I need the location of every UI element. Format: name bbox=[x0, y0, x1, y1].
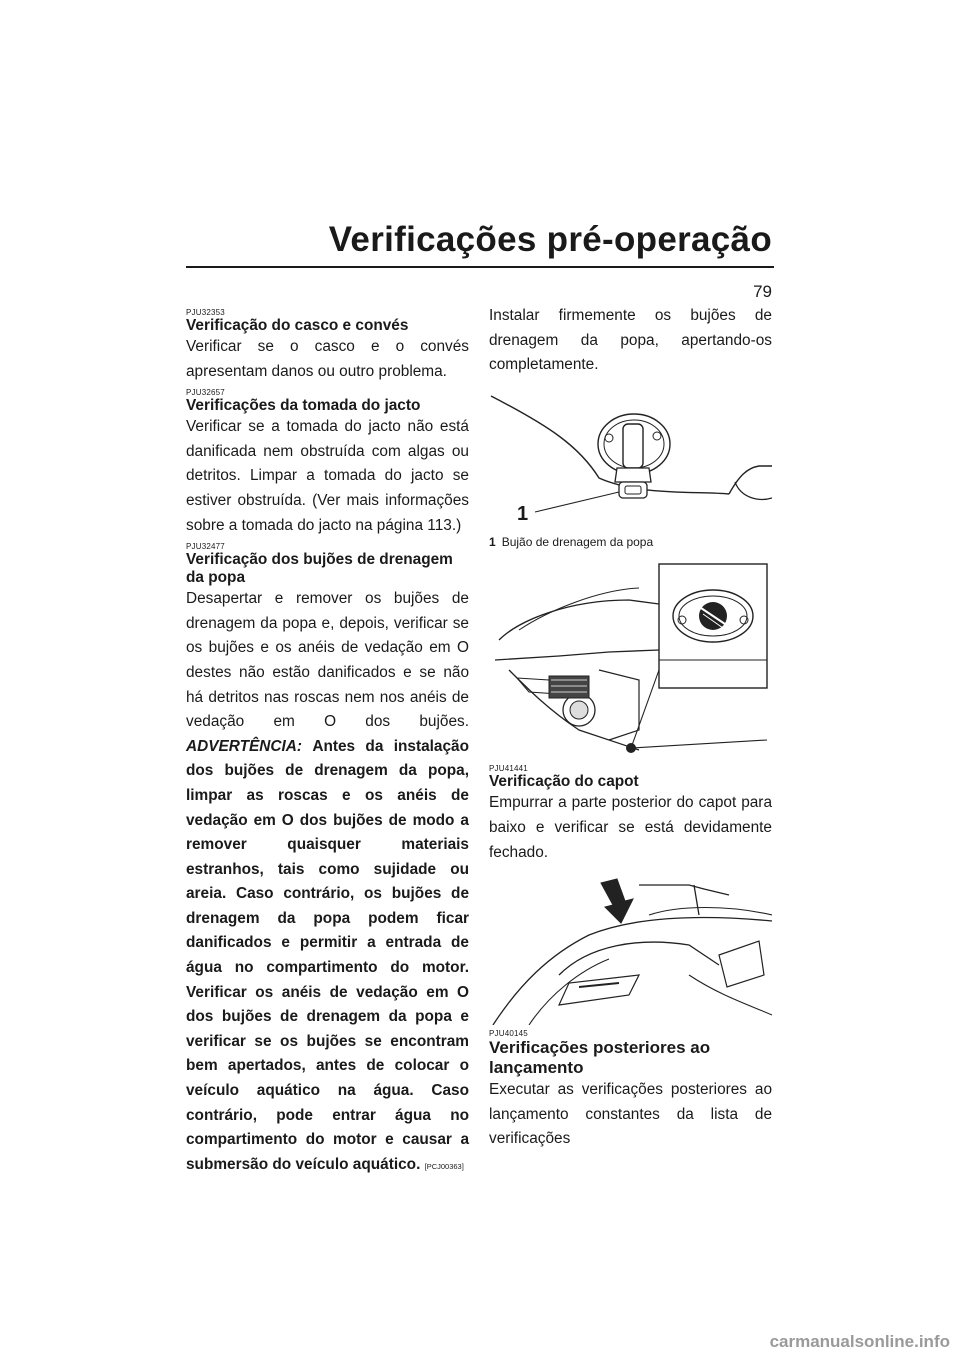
section-hood bbox=[489, 764, 772, 865]
section-hull-deck bbox=[186, 308, 469, 384]
hood-illustration bbox=[489, 875, 772, 1025]
warning-reference-code: [PCJ00363] bbox=[424, 1161, 464, 1171]
title-rule bbox=[186, 266, 774, 268]
section-jet-intake bbox=[186, 388, 469, 538]
section-post-launch bbox=[489, 1029, 772, 1152]
caption-text: Bujão de drenagem da popa bbox=[501, 534, 654, 549]
figure-hood bbox=[489, 875, 772, 1025]
section-code: PJU41441 bbox=[489, 764, 528, 774]
section-body: Verificar se o casco e o convés apresentam danos ou outro problema. bbox=[186, 338, 469, 380]
install-drain-plugs-text: Instalar firmemente os bujões de drenagem da popa, apertando-os completamente. bbox=[489, 307, 772, 374]
section-heading: Verificações posteriores ao lançamento bbox=[489, 1038, 711, 1078]
figure-callout-number: 1 bbox=[517, 502, 529, 525]
section-body bbox=[186, 587, 469, 1179]
figure-caption bbox=[489, 530, 772, 555]
section-drain-plugs bbox=[186, 542, 469, 1179]
warning-text: Antes da instalação dos bujões de drenagem da popa, limpar as roscas e os anéis de vedação em O dos bujões de modo a remover quaisquer materiais estranhos, tais como sujidade ou areia. Caso contrário, os bujões de drenagem da popa podem ficar danificados e permitir a entrada de água no compartimento do motor. Verificar os anéis de vedação em O dos bujões de drenagem da popa e verificar se os bujões se encontram bem apertados, antes de colocar o veículo aquático na água. Caso contrário, pode entrar água no compartimento do motor e causar a submersão do veículo aquático. bbox=[186, 737, 469, 1173]
figure-drain-plug bbox=[489, 386, 772, 555]
section-body: Empurrar a parte posterior do capot para baixo e verificar se está devidamente fechado. bbox=[489, 794, 772, 861]
watermark: carmanualsonline.info bbox=[769, 1332, 950, 1351]
drain-plug-illustration bbox=[489, 386, 772, 526]
section-body: Verificar se a tomada do jacto não está danificada nem obstruída com algas ou detritos. Limpar a tomada do jacto se estiver obstruída. (Ver mais informações sobre a tomada do jacto na página 113.) bbox=[186, 418, 469, 534]
right-column bbox=[489, 304, 772, 1152]
section-heading: Verificação do casco e convés bbox=[186, 317, 409, 334]
section-heading: Verificação do capot bbox=[489, 773, 639, 791]
section-body-text: Desapertar e remover os bujões de drenagem da popa e, depois, verificar se os bujões e os anéis de vedação em O destes não estão danificados e se não há detritos nas roscas nem nos anéis de vedação em O dos bujões. bbox=[186, 590, 469, 731]
section-heading: Verificações da tomada do jacto bbox=[186, 397, 421, 415]
section-code: PJU32657 bbox=[186, 388, 225, 398]
page-number: 79 bbox=[753, 282, 772, 301]
warning-label: ADVERTÊNCIA: bbox=[186, 737, 303, 755]
section-heading: Verificação dos bujões de drenagem da popa bbox=[186, 551, 453, 587]
caption-number: 1 bbox=[489, 534, 496, 549]
section-code: PJU32353 bbox=[186, 308, 225, 317]
section-code: PJU40145 bbox=[489, 1029, 528, 1039]
left-column bbox=[186, 304, 469, 1179]
section-body: Executar as verificações posteriores ao lançamento constantes da lista de verificações bbox=[489, 1081, 772, 1148]
page-title: Verificações pré-operação bbox=[328, 220, 772, 259]
section-code: PJU32477 bbox=[186, 542, 225, 552]
stern-drain-location-illustration bbox=[489, 560, 772, 760]
figure-stern-drain-location bbox=[489, 560, 772, 760]
